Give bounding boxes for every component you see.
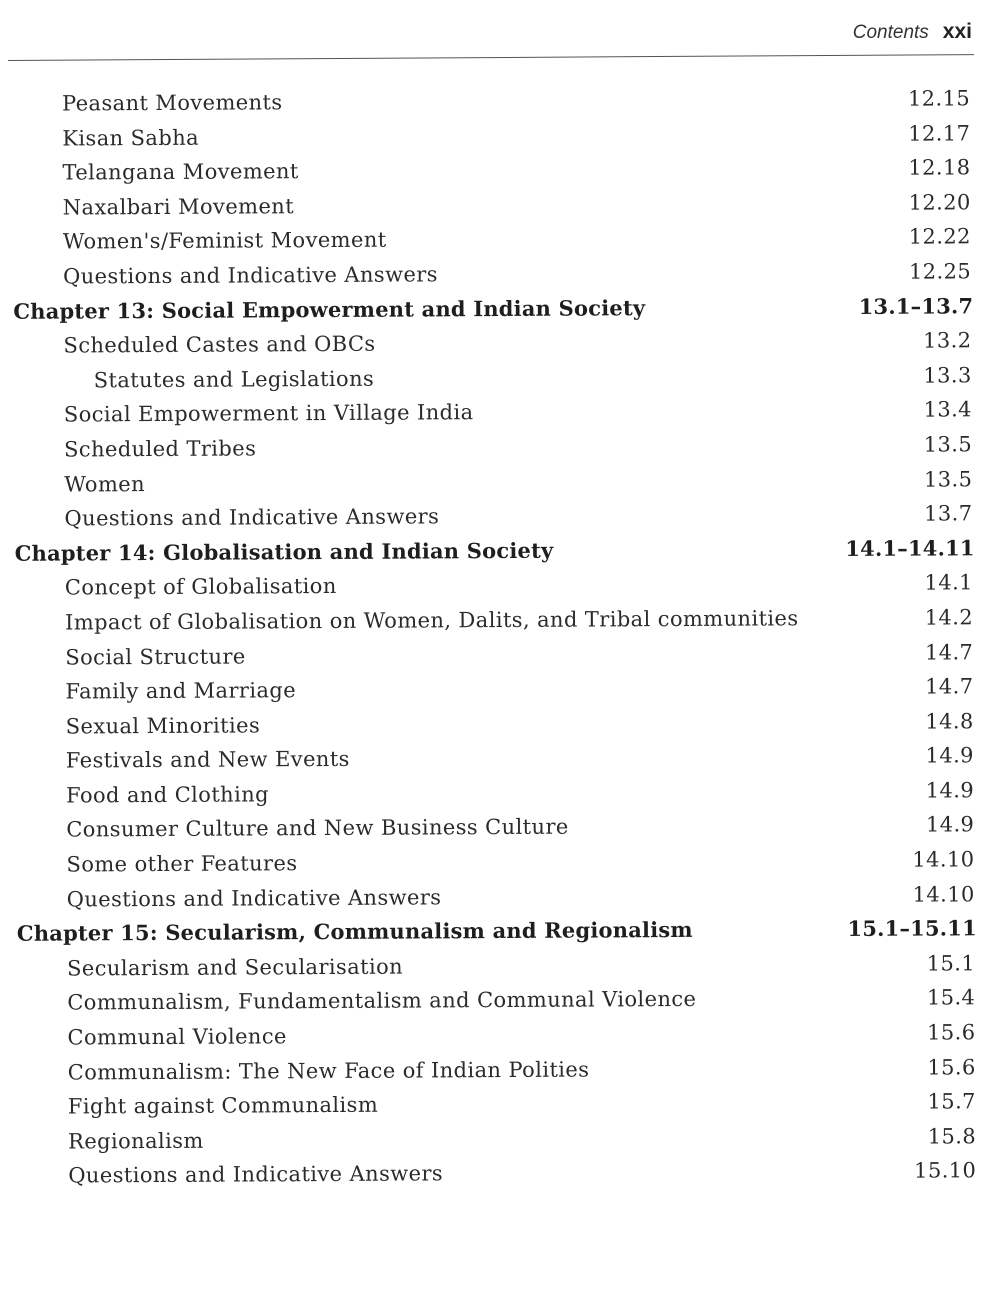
toc-chapter-heading — [5, 911, 1000, 951]
toc-section-entry — [1, 254, 1000, 294]
toc-entry-page: 14.7 — [925, 674, 974, 699]
toc-section-entry — [3, 600, 1000, 640]
toc-entry-title: Questions and Indicative Answers — [64, 504, 440, 531]
toc-section-entry — [0, 150, 1000, 190]
toc-section-entry — [4, 808, 1000, 848]
toc-entry-title: Communal Violence — [67, 1024, 287, 1050]
toc-entry-title: Some other Features — [66, 851, 298, 877]
toc-entry-title: Telangana Movement — [62, 159, 299, 185]
toc-entry-page: 14.8 — [925, 708, 974, 734]
toc-entry-title: Chapter 14: Globalisation and Indian Society — [14, 537, 554, 566]
toc-section-entry — [5, 981, 1000, 1021]
toc-entry-page: 14.9 — [925, 778, 975, 803]
toc-entry-page: 13.7 — [924, 501, 973, 526]
toc-entry-title: Statutes and Legislations — [93, 366, 375, 393]
toc-entry-page: 15.6 — [927, 1020, 976, 1045]
toc-entry-title: Family and Marriage — [65, 678, 297, 704]
toc-entry-page: 12.18 — [908, 155, 971, 180]
toc-entry-title: Women's/Feminist Movement — [62, 228, 387, 254]
toc-entry-title: Questions and Indicative Answers — [63, 262, 438, 289]
toc-entry-page: 15.8 — [927, 1124, 977, 1149]
header-rule — [8, 54, 974, 61]
toc-entry-title: Chapter 15: Secularism, Communalism and Regionalism — [16, 917, 693, 947]
toc-entry-title: Scheduled Castes and OBCs — [63, 331, 376, 358]
toc-section-entry — [3, 669, 1000, 709]
toc-section-entry — [4, 773, 1000, 813]
toc-section-entry — [5, 877, 1000, 917]
toc-section-entry — [0, 116, 1000, 156]
toc-entry-page: 15.6 — [927, 1054, 976, 1080]
toc-entry-page: 14.1–14.11 — [845, 534, 975, 561]
toc-section-entry — [6, 1119, 1000, 1159]
toc-section-entry — [2, 392, 1000, 432]
toc-entry-title: Impact of Globalisation on Women, Dalits, and Tribal communities — [65, 606, 799, 635]
toc-section-entry — [6, 1084, 1000, 1124]
toc-section-entry — [3, 635, 1000, 675]
toc-entry-title: Festivals and New Events — [65, 747, 350, 773]
toc-section-entry — [3, 565, 1000, 605]
toc-section-entry — [2, 496, 1000, 536]
page-number: xxi — [942, 20, 972, 43]
toc-entry-page: 12.17 — [908, 120, 971, 146]
toc-entry-page: 15.7 — [927, 1089, 976, 1114]
toc-entry-page: 13.1–13.7 — [858, 292, 974, 319]
toc-entry-title: Communalism, Fundamentalism and Communal Violence — [67, 987, 697, 1015]
toc-section-entry — [6, 1154, 1000, 1194]
toc-chapter-heading — [3, 531, 1000, 571]
toc-entry-title: Questions and Indicative Answers — [66, 885, 442, 912]
toc-section-entry — [5, 946, 1000, 986]
toc-entry-page: 14.9 — [925, 743, 974, 768]
toc-entry-title: Concept of Globalisation — [64, 574, 337, 600]
toc-entry-page: 13.3 — [923, 363, 972, 388]
toc-section-entry — [6, 1050, 1000, 1090]
toc-chapter-heading — [1, 289, 1000, 329]
toc-entry-page: 14.7 — [924, 639, 974, 665]
running-head-label: Contents — [852, 22, 929, 43]
toc-entry-page: 14.10 — [912, 881, 975, 907]
toc-entry-title: Communalism: The New Face of Indian Polities — [67, 1057, 590, 1085]
toc-entry-title: Women — [64, 471, 146, 497]
toc-entry-title: Scheduled Tribes — [64, 436, 257, 462]
toc-entry-title: Chapter 13: Social Empowerment and Indian Society — [13, 294, 646, 324]
toc-entry-title: Peasant Movements — [62, 90, 283, 116]
toc-section-entry — [4, 842, 1000, 882]
toc-section-entry — [5, 1015, 1000, 1055]
toc-entry-title: Sexual Minorities — [65, 713, 261, 739]
toc-section-entry — [4, 738, 1000, 778]
toc-section-entry — [2, 462, 1000, 502]
toc-entry-title: Consumer Culture and New Business Culture — [66, 815, 569, 842]
toc-entry-title: Kisan Sabha — [62, 125, 200, 151]
toc-entry-page: 15.1 — [926, 951, 976, 976]
table-of-contents — [0, 81, 1000, 1194]
toc-section-entry — [1, 185, 1000, 225]
toc-entry-page: 12.22 — [908, 224, 971, 250]
toc-entry-title: Secularism and Secularisation — [67, 954, 404, 981]
toc-entry-page: 12.20 — [908, 190, 971, 215]
toc-entry-page: 15.4 — [926, 985, 976, 1010]
toc-section-entry — [2, 427, 1000, 467]
toc-entry-title: Social Structure — [65, 643, 246, 670]
toc-entry-page: 13.4 — [923, 397, 972, 422]
toc-entry-title: Questions and Indicative Answers — [68, 1161, 444, 1188]
toc-entry-page: 13.2 — [923, 328, 972, 353]
toc-entry-title: Fight against Communalism — [67, 1092, 379, 1119]
toc-entry-page: 14.2 — [924, 605, 974, 630]
toc-section-entry — [0, 81, 1000, 121]
toc-section-entry — [1, 219, 1000, 259]
running-head — [853, 20, 972, 44]
toc-entry-page: 15.1–15.11 — [847, 915, 977, 942]
toc-entry-page: 14.1 — [924, 570, 973, 595]
toc-entry-title: Social Empowerment in Village India — [63, 400, 474, 427]
toc-entry-page: 12.15 — [907, 86, 971, 111]
toc-section-entry — [1, 323, 1000, 363]
toc-subsection-entry — [2, 358, 1000, 398]
toc-entry-page: 14.10 — [912, 847, 975, 872]
toc-section-entry — [4, 704, 1000, 744]
toc-entry-page: 13.5 — [923, 466, 973, 492]
toc-entry-title: Naxalbari Movement — [62, 193, 295, 220]
toc-entry-page: 13.5 — [923, 432, 973, 457]
toc-entry-page: 12.25 — [908, 259, 972, 284]
toc-entry-page: 14.9 — [925, 812, 975, 838]
toc-entry-page: 15.10 — [914, 1158, 977, 1184]
toc-entry-title: Food and Clothing — [66, 782, 270, 808]
toc-entry-title: Regionalism — [68, 1128, 204, 1154]
